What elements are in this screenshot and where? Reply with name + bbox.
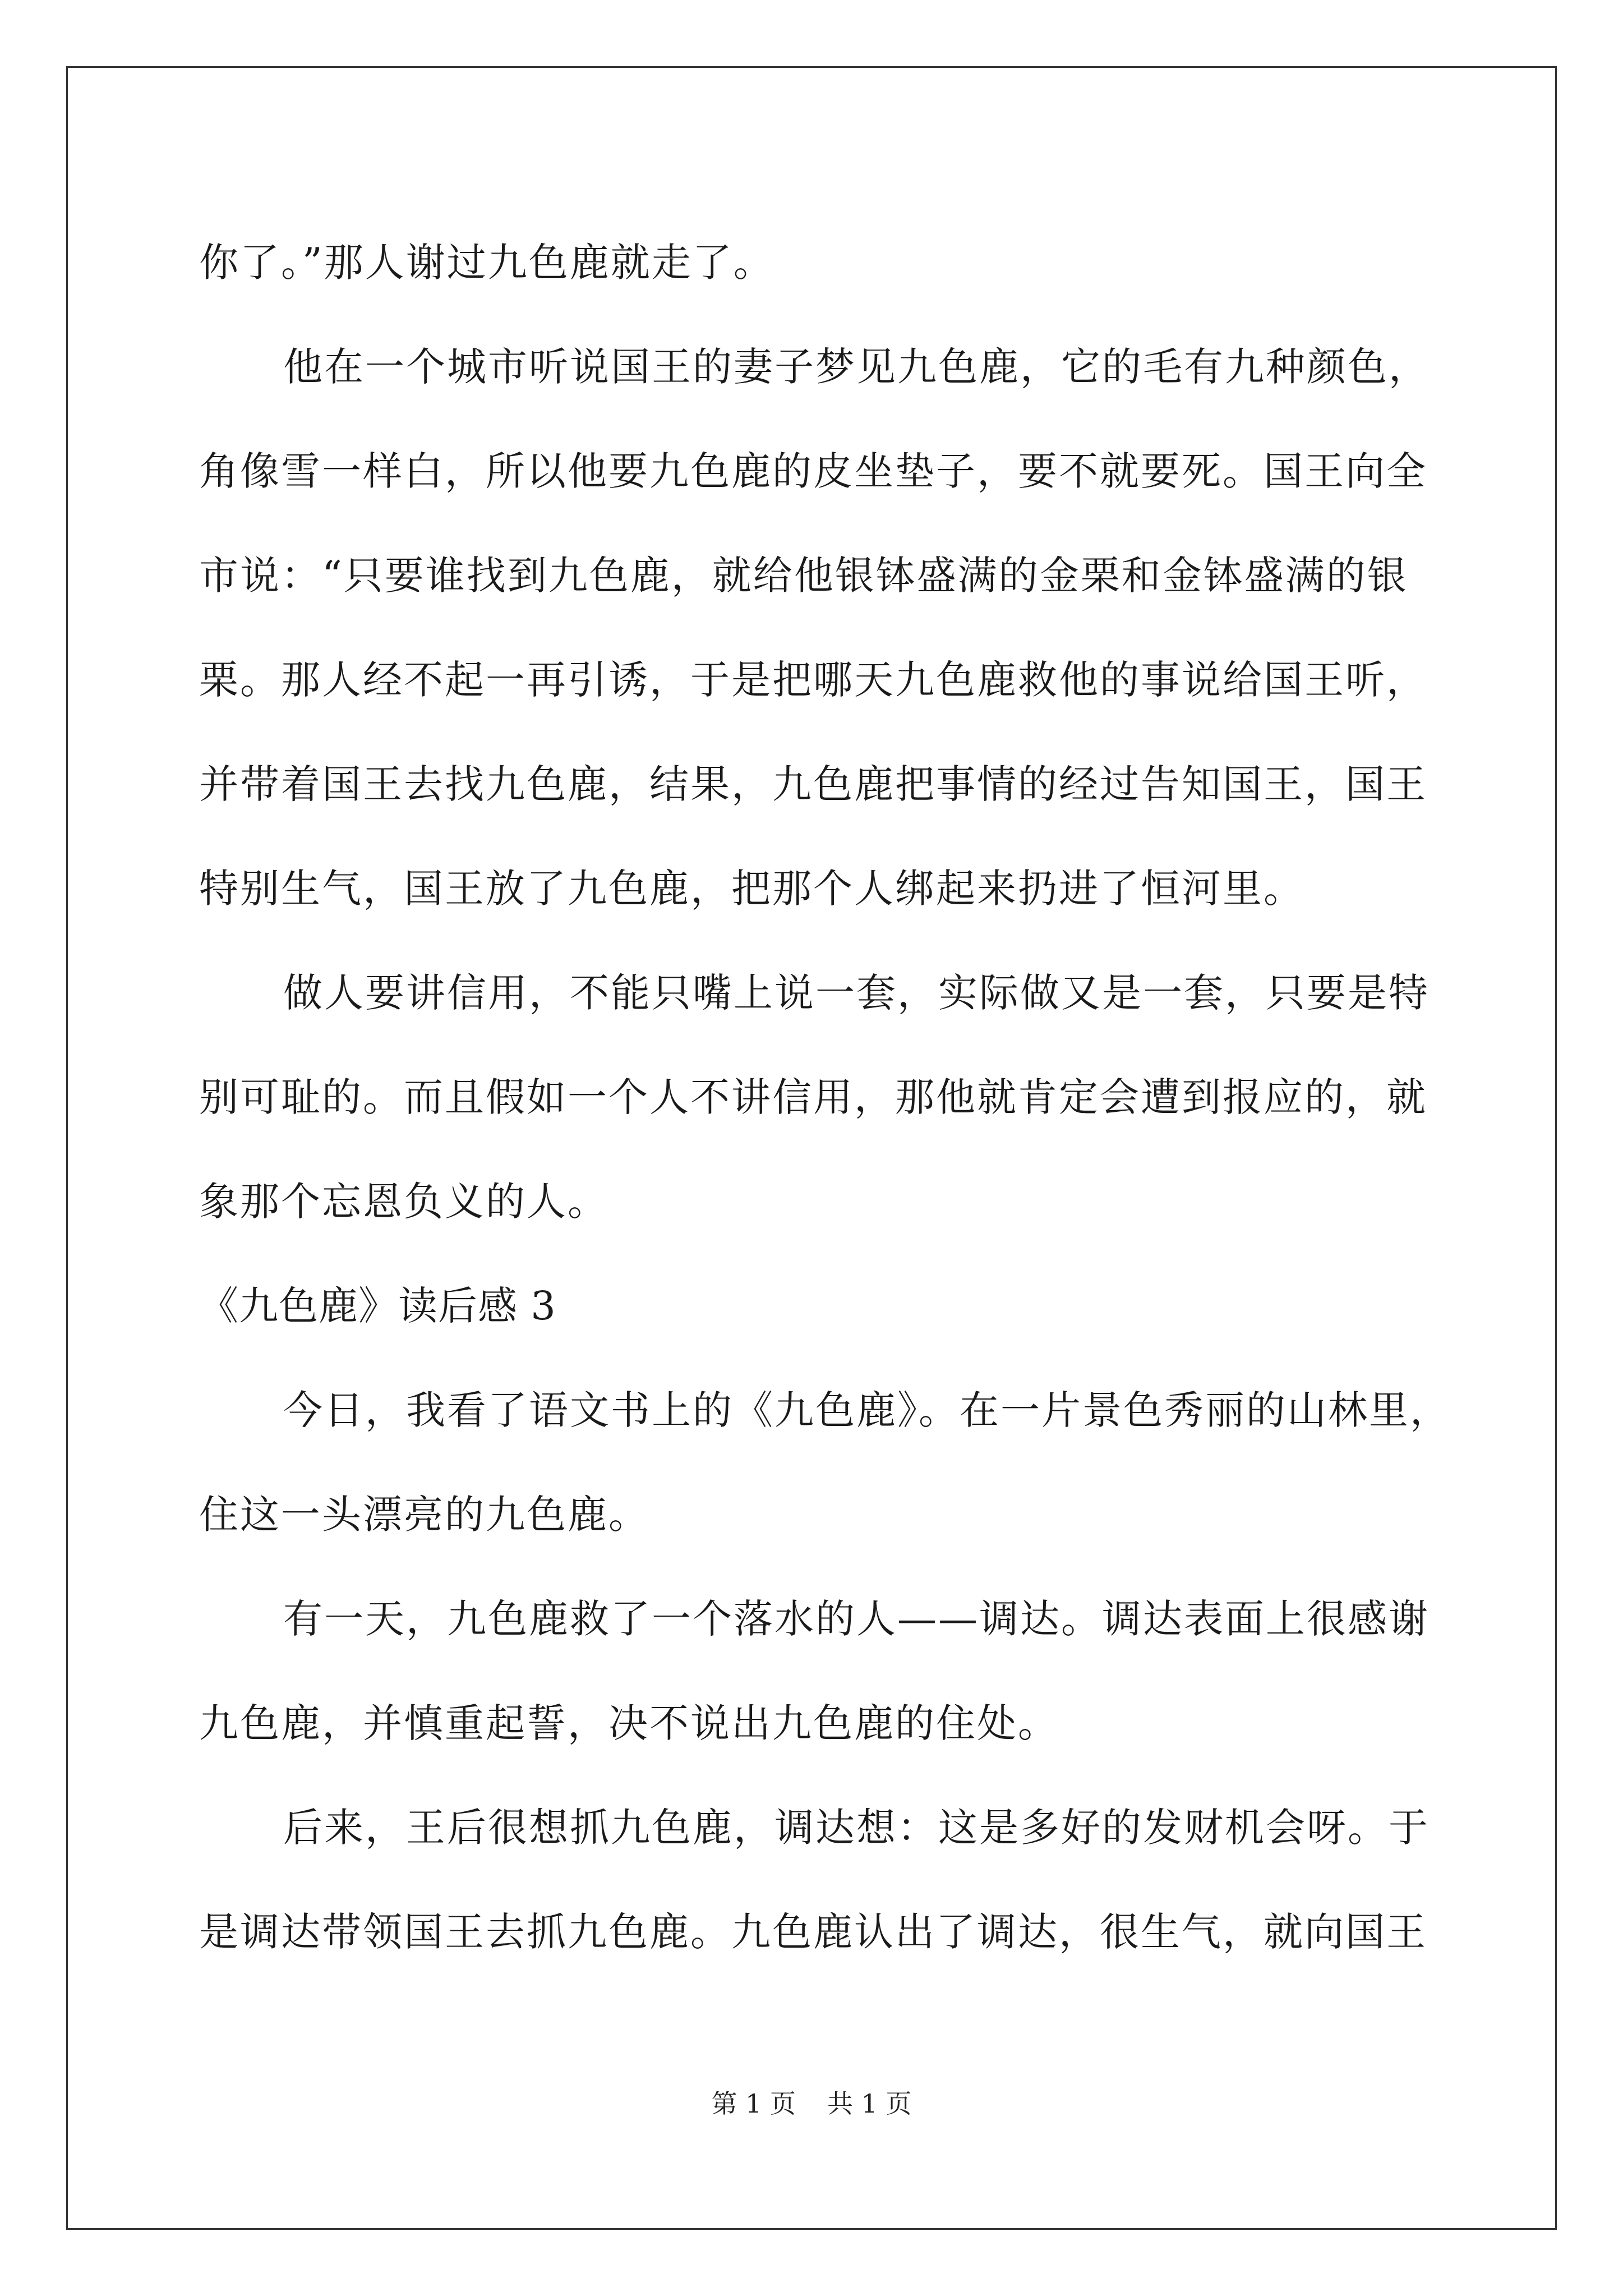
paragraph-start-line: 做人要讲信用，不能只嘴上说一套，实际做又是一套，只要是特: [283, 970, 1430, 1016]
page-footer: [0, 2087, 1623, 2120]
text-line: 并带着国王去找九色鹿，结果，九色鹿把事情的经过告知国王，国王: [199, 761, 1427, 807]
text-line: 九色鹿，并慎重起誓，决不说出九色鹿的住处。: [199, 1700, 1059, 1746]
page-total: 共 1 页: [827, 2088, 912, 2119]
text-line: 住这一头漂亮的九色鹿。: [199, 1492, 649, 1538]
text-line: 角像雪一样白，所以他要九色鹿的皮坐垫子，要不就要死。国王向全: [199, 448, 1427, 494]
paragraph-start-line: 今日，我看了语文书上的《九色鹿》。在一片景色秀丽的山林里，: [283, 1387, 1451, 1433]
paragraph-start-line: 有一天，九色鹿救了一个落水的人——调达。调达表面上很感谢: [283, 1596, 1430, 1642]
text-line: 是调达带领国王去抓九色鹿。九色鹿认出了调达，很生气，就向国王: [199, 1909, 1427, 1955]
page-number: 第 1 页: [711, 2088, 796, 2119]
text-line: 你了。”那人谢过九色鹿就走了。: [199, 240, 774, 286]
text-line: 市说：“只要谁找到九色鹿，就给他银钵盛满的金栗和金钵盛满的银: [199, 553, 1408, 599]
paragraph-start-line: 他在一个城市听说国王的妻子梦见九色鹿，它的毛有九种颜色，: [283, 344, 1430, 390]
paragraph-start-line: 后来，王后很想抓九色鹿，调达想：这是多好的发财机会呀。于: [283, 1805, 1430, 1851]
text-line: 栗。那人经不起一再引诱，于是把哪天九色鹿救他的事说给国王听，: [199, 657, 1427, 703]
section-title: 《九色鹿》读后感 3: [199, 1283, 556, 1329]
text-line: 别可耻的。而且假如一个人不讲信用，那他就肯定会遭到报应的，就: [199, 1074, 1427, 1120]
document-body: [199, 210, 1451, 1984]
text-line: 特别生气，国王放了九色鹿，把那个人绑起来扔进了恒河里。: [199, 866, 1304, 912]
text-line: 象那个忘恩负义的人。: [199, 1179, 608, 1225]
